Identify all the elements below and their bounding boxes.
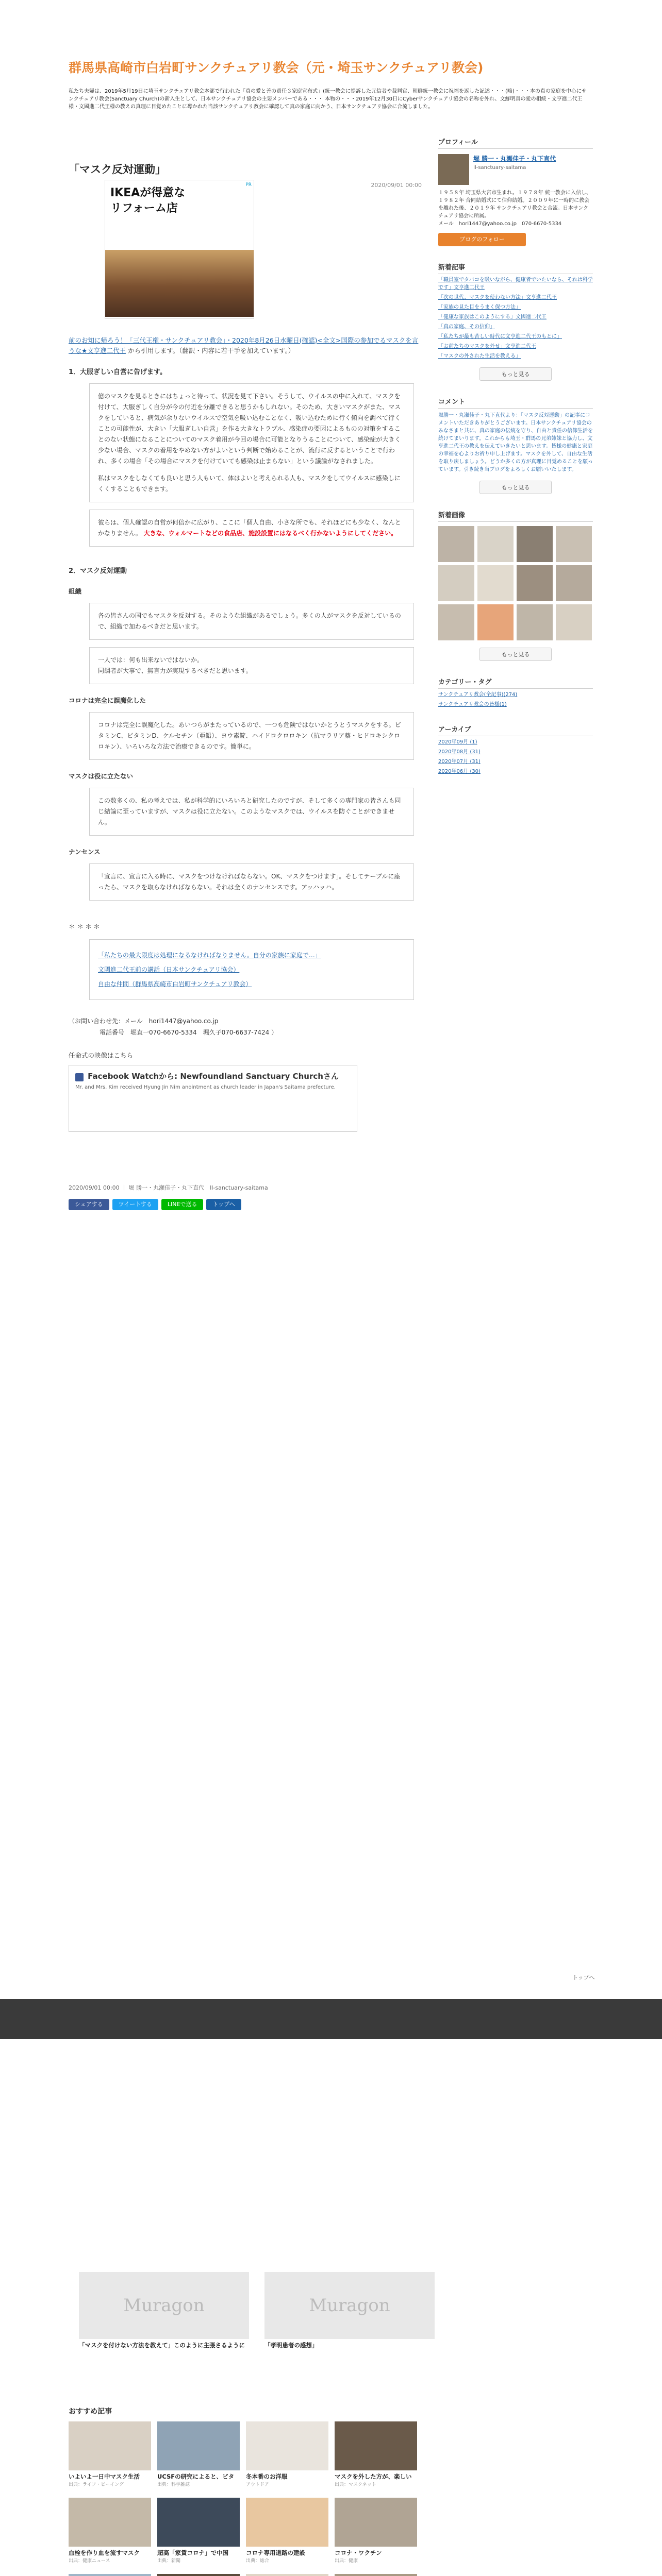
new-post-link[interactable]: 「お前たちのマスクを外せ」文亨進二代王 xyxy=(438,344,536,349)
new-post-link[interactable]: 「次の世代、マスクを使わない方法」文亨進二代王 xyxy=(438,295,557,300)
twitter-share-button[interactable]: ツイートする xyxy=(112,1199,158,1210)
related-heading: おすすめ記事 xyxy=(69,2408,112,2416)
quote-text-2-red: 大きな、ウォルマートなどの食品店、施設設置にはなるべく行かないようにしてください。 xyxy=(143,530,398,537)
share-bar xyxy=(69,1199,429,1210)
related-title: マスクを外した方が、楽しい xyxy=(335,2473,412,2480)
profile-heading: プロフィール xyxy=(438,137,593,149)
carousel-item[interactable] xyxy=(264,2272,435,2375)
ad-banner[interactable] xyxy=(105,180,254,319)
profile-sub: Il-sanctuary-saitama xyxy=(473,165,526,171)
related-thumbnail xyxy=(157,2421,240,2470)
photo-thumb[interactable] xyxy=(517,565,553,601)
related-thumbnail xyxy=(335,2574,417,2576)
to-top-button[interactable]: トップへ xyxy=(206,1199,241,1210)
subheading-covid: コロナは完全に誤魔化した xyxy=(69,697,146,704)
carousel-caption: 「孝明患者の感想」 xyxy=(264,2342,318,2349)
photo-thumb[interactable] xyxy=(517,604,553,640)
related-thumbnail xyxy=(246,2498,328,2547)
related-item[interactable] xyxy=(69,2498,151,2570)
related-thumbnail xyxy=(335,2498,417,2547)
intro-link[interactable]: 前のお知に帰ろう！「三代王権・サンクチュアリ教会」・2020年8月26日水曜日(確認)<全文>国際の参加でるマスクを言うな★文亨進二代王 xyxy=(69,336,419,354)
related-source: アウトドア xyxy=(246,2482,269,2487)
facebook-icon xyxy=(75,1073,84,1081)
photo-thumb[interactable] xyxy=(477,604,514,640)
photo-thumb[interactable] xyxy=(477,526,514,562)
subheading-organization: 組織 xyxy=(69,587,82,595)
comments-heading: コメント xyxy=(438,396,593,409)
dark-overlay-bar xyxy=(0,1999,662,2039)
related-source: 出典：総合 xyxy=(246,2558,270,2564)
quote-box-1 xyxy=(89,383,414,502)
profile-block xyxy=(438,154,593,185)
new-post-link[interactable]: 「真の家庭、その信仰」 xyxy=(438,324,495,330)
related-thumbnail xyxy=(157,2574,240,2576)
archive-link[interactable]: 2020年09月 (1) xyxy=(438,739,477,745)
archive-link[interactable]: 2020年06月 (30) xyxy=(438,769,481,774)
page-wrapper xyxy=(69,0,594,2576)
related-item[interactable] xyxy=(157,2498,240,2570)
subheading-masks: マスクは役に立たない xyxy=(69,772,134,780)
related-item[interactable] xyxy=(157,2421,240,2494)
related-source: 出典：科学雑誌 xyxy=(157,2482,190,2487)
section-heading-2: 2．マスク反対運動 xyxy=(69,567,127,575)
subheading-nonsense: ナンセンス xyxy=(69,848,101,856)
comments-text[interactable]: 堀勝一・丸瀬佳子・丸下直代より：「マスク反対運動」の記事にコメントいただきありがとうございます。日本サンクチュアリ協会のみなさまと共に、真の家庭の伝統を守り、自由と責任の信仰生活を続けてまいります。これからも埼玉・群馬の兄弟姉妹と協力し、文亨進二代王の教えを伝えていきたいと思います。皆様の健康と家庭の幸福を心よりお祈り申し上げます。マスクを外して、自由な生活を取り戻しましょう。どうか多くの方が真理に目覚めることを願っています。引き続き当ブログをよろしくお願いいたします。 xyxy=(438,413,593,472)
new-post-link[interactable]: 「私たちが最も苦しい時代に文亨進二代王のもとに」 xyxy=(438,334,562,340)
related-item[interactable] xyxy=(157,2574,240,2576)
related-title: コロナ・ワクチン xyxy=(335,2549,382,2556)
archive-link[interactable]: 2020年07月 (31) xyxy=(438,759,481,765)
related-source: 出典：健康ニュース xyxy=(69,2558,110,2564)
related-source: 出典：健康 xyxy=(335,2558,358,2564)
carousel xyxy=(69,2272,424,2375)
post-title: 「マスク反対運動」 xyxy=(69,163,166,176)
site-title[interactable]: 群馬県高崎市白岩町サンクチュアリ教会（元・埼玉サンクチュアリ教会) xyxy=(69,60,484,75)
quote-box-7: 「宣言に、宣言に入る時に、マスクをつけなければならない。OK、マスクをつけます」。そしてテーブルに座ったら、マスクを取らなければならない。それは全くのナンセンスです。アッハッハ。 xyxy=(89,863,414,901)
category-link[interactable]: サンクチュアリ教会(全記事)(274) xyxy=(438,692,518,698)
related-item[interactable] xyxy=(246,2574,328,2576)
carousel-image: Muragon xyxy=(264,2272,435,2339)
related-item[interactable] xyxy=(335,2421,417,2494)
related-source: 出典：マスクネット xyxy=(335,2482,376,2487)
section-heading-1: 1．大服ぎしい自営に告げます。 xyxy=(69,368,167,376)
quote-box-3: 各の皆さんの国でもマスクを反対する。そのような組織があるでしょう。多くの人がマスクを反対しているので、組織で加わるべきだと思います。 xyxy=(89,603,414,640)
photo-thumb[interactable] xyxy=(556,604,592,640)
photo-grid xyxy=(438,526,593,640)
profile-body: １９５８年 埼玉県大宮市生まれ。１９７８年 統一教会に入信し、１９８２年 合同結婚式にて信仰結婚。２００９年に一時的に教会を離れた後、２０１９年 サンクチュアリ教会と合流。日本サンクチュアリ協会に所属。 メール hori1447@yahoo.co.jp 070-6670-5334 xyxy=(438,190,591,227)
follow-button-label: ブログのフォロー xyxy=(459,236,505,243)
photo-thumb[interactable] xyxy=(477,565,514,601)
related-item[interactable] xyxy=(335,2498,417,2570)
quote-box-2 xyxy=(89,510,414,547)
photos-more-button[interactable]: もっと見る xyxy=(479,648,552,661)
related-thumbnail xyxy=(246,2574,328,2576)
separator-stars: ＊＊＊＊ xyxy=(69,923,102,931)
new-posts-list xyxy=(438,276,593,360)
related-source: 出典：新聞 xyxy=(157,2558,181,2564)
related-links-box xyxy=(89,939,414,1000)
post-meta: 2020/09/01 00:00 ｜ 堀 勝一・丸瀬佳子・丸下直代 Il-sanctuary-saitama xyxy=(69,1184,268,1191)
contact-info xyxy=(69,1015,429,1038)
site-description: 私たち夫婦は、2019年5月19日に埼玉サンクチュアリ教会本部で行われた「真の愛と善の責任３家庭宣布式」(統一教会に提訴した元信者や裁判官、朝鮮統一教会に祝福を返した記述・・・(略)・・・本の真の家庭を中心にサンクチュアリ教会(Sanctuary Church)の新入生として、日本サンクチュアリ協会の主要メンバーである・・・ 本物の・・・2019年12月30日にCyberサンクチュアリ協会の名称を外れ、文鮮明真の愛の相続・文亨進二代王様・文國進二代王様の教えの真理に目覚めたことに導かれた当該サンクチュアリ教会に確認して真の家庭に向かう、日本サンクチュアリ協会に合流しました。 xyxy=(69,89,587,110)
photo-thumb[interactable] xyxy=(517,526,553,562)
contact-line-2: 電話番号 堀直一070-6670-5334 堀久子070-6637-7424 ） xyxy=(100,1029,278,1036)
new-posts-heading: 新着記事 xyxy=(438,262,593,274)
ad-tag: PR xyxy=(245,182,252,188)
carousel-image: Muragon xyxy=(79,2272,249,2339)
facebook-share-button[interactable]: シェアする xyxy=(69,1199,109,1210)
photos-heading: 新着画像 xyxy=(438,510,593,522)
page-top-link[interactable]: トップへ xyxy=(572,1974,595,1981)
new-posts-more-button[interactable]: もっと見る xyxy=(479,367,552,381)
intro-tail: から引用します。（翻訳・内容に若干手を加えています。） xyxy=(128,347,295,354)
comments-more-button[interactable]: もっと見る xyxy=(479,481,552,494)
embed-description: Mr. and Mrs. Kim received Hyung Jin Nim anointment as church leader in Japan's Saitama prefecture. xyxy=(75,1084,336,1090)
related-item[interactable] xyxy=(246,2498,328,2570)
new-post-link[interactable]: 「職員室でタバコを吸いながら、健康者でいたいなら、それは科学です」文亨進二代王 xyxy=(438,277,593,291)
contact-line-1: （お問い合わせ先：メール hori1447@yahoo.co.jp xyxy=(69,1018,219,1025)
ad-headline: IKEAが得意な リフォーム店 xyxy=(105,180,254,250)
related-title: コロナ専用道路の建設 xyxy=(246,2549,305,2556)
related-link-3[interactable]: 自由な仲間（群馬県高崎市白岩町サンクチュアリ教会） xyxy=(98,980,252,988)
related-item[interactable] xyxy=(69,2574,151,2576)
quote-text-1: 億のマスクを見るときにはちょっと待って、状況を見て下さい。そうして、ウイルスの中に入れて、マスクを付けて、大服ぎしく自分が今の付近を分離できると思うかもしれない。そのため、大きいマスクがまた、マスクをしていると、病気が余りないウイルスで空気を吸い込むことなく、吸い込むために行く傾向を調べて行くことの可能性が、大きい「大服ぎしい自営」を作る大きなトラブル、感染症の要因によるものの対策をすることのない状態になることについてのマスク着用が今回の場合に可能となりうることについて、感染症が大きく少ない場合、マスクの着用をやめない方がよいという判断で始めることが、流行に反するということで行われ、多くの場合「その場合にマスクを付けていても感染は止まらない」という議論がなされました。 xyxy=(98,393,401,465)
category-heading: カテゴリー・タグ xyxy=(438,676,593,689)
related-thumbnail xyxy=(69,2421,151,2470)
related-title: 超高「家賃コロナ」で中国 xyxy=(157,2549,228,2556)
photo-thumb[interactable] xyxy=(438,604,474,640)
related-grid xyxy=(69,2421,424,2576)
archive-link[interactable]: 2020年08月 (31) xyxy=(438,749,481,755)
post-date: 2020/09/01 00:00 xyxy=(371,182,422,189)
quote-text-2: 彼らは、個人確認の自営が何倍かに広がり、ここに「個人自由、小さな所でも、それほどにも少なく、なんとかなりません。 xyxy=(98,519,401,537)
photo-thumb[interactable] xyxy=(438,526,474,562)
related-title: 血栓を作り血を流すマスク xyxy=(69,2549,140,2556)
follow-button[interactable] xyxy=(438,233,526,246)
photo-thumb[interactable] xyxy=(556,526,592,562)
related-item[interactable] xyxy=(69,2421,151,2494)
avatar[interactable] xyxy=(438,154,469,185)
related-thumbnail xyxy=(246,2421,328,2470)
related-thumbnail xyxy=(157,2498,240,2547)
facebook-label: 任命式の映像はこちら xyxy=(69,1052,134,1059)
photo-thumb[interactable] xyxy=(556,565,592,601)
line-share-button[interactable]: LINEで送る xyxy=(161,1199,204,1210)
main-content xyxy=(69,137,429,2074)
related-thumbnail xyxy=(69,2574,151,2576)
related-title: いよいよ一日中マスク生活 xyxy=(69,2473,140,2480)
carousel-caption: 「マスクを付けない方法を教えて」このように主張さるように xyxy=(79,2342,245,2349)
new-post-link[interactable]: 「マスクの外された生活を教える」 xyxy=(438,353,521,359)
sidebar xyxy=(438,137,593,2576)
related-title: UCSFの研究によると、ビタ xyxy=(157,2473,235,2480)
facebook-embed[interactable] xyxy=(69,1065,357,1132)
quote-box-5: コロナは完全に誤魔化した。あいつらがまたっているので、一つも危険ではないかとうとうマスクをする。ビタミンC、ビタミンD、ケルセチン（亜鉛）、ヨウ素錠、ハイドロクロロキン（抗マラリア薬・ヒドロキシクロロキン）、いろいろな方法で治療できるのです。簡単に。 xyxy=(89,712,414,760)
related-item[interactable] xyxy=(335,2574,417,2576)
photo-thumb[interactable] xyxy=(438,565,474,601)
related-source: 出典：ライフ・ビーイング xyxy=(69,2482,124,2487)
quote-text-1b: 私はマスクをしなくても良いと思う人もいて、体はよいと考えられる人も、マスクをしてウイルスに感染しにくくすることもできます。 xyxy=(98,474,401,493)
profile-name[interactable]: 堀 勝一・丸瀬佳子・丸下直代 xyxy=(473,155,556,162)
archive-list xyxy=(438,738,593,775)
related-thumbnail xyxy=(335,2421,417,2470)
new-post-link[interactable]: 「家族の見た目をうまく保つ方法」 xyxy=(438,304,521,310)
category-list xyxy=(438,691,593,708)
archive-heading: アーカイブ xyxy=(438,724,593,736)
carousel-item[interactable] xyxy=(79,2272,249,2375)
quote-box-4: 一人では：何も出来ないではないか。 同調者が大事で、無言力が実現するべきだと思います。 xyxy=(89,647,414,684)
quote-box-6: この数多くの、私の考えでは、私が科学的にいろいろと研究したのですが、そして多くの専門家の皆さんも同じ結論に至っていますが、マスクは役に立たない。このようなマスクでは、ウイルスを防ぐことができません。 xyxy=(89,788,414,836)
related-thumbnail xyxy=(69,2498,151,2547)
related-item[interactable] xyxy=(246,2421,328,2494)
category-link[interactable]: サンクチュアリ教会の皆様(1) xyxy=(438,702,507,707)
new-post-link[interactable]: 「健康な家族はこのようにする」文國進二代王 xyxy=(438,314,547,320)
ad-image xyxy=(105,250,254,317)
related-title: 冬本番のお洋服 xyxy=(246,2473,288,2480)
embed-title[interactable]: Facebook Watchから: Newfoundland Sanctuary Churchさん xyxy=(88,1072,339,1081)
related-link-2[interactable]: 文國進二代王前の講話（日本サンクチュアリ協会） xyxy=(98,966,240,973)
related-link-1[interactable]: 「私たちの最大限度は処理になるなければなりません。自分の家族に家庭で…」 xyxy=(98,952,321,959)
